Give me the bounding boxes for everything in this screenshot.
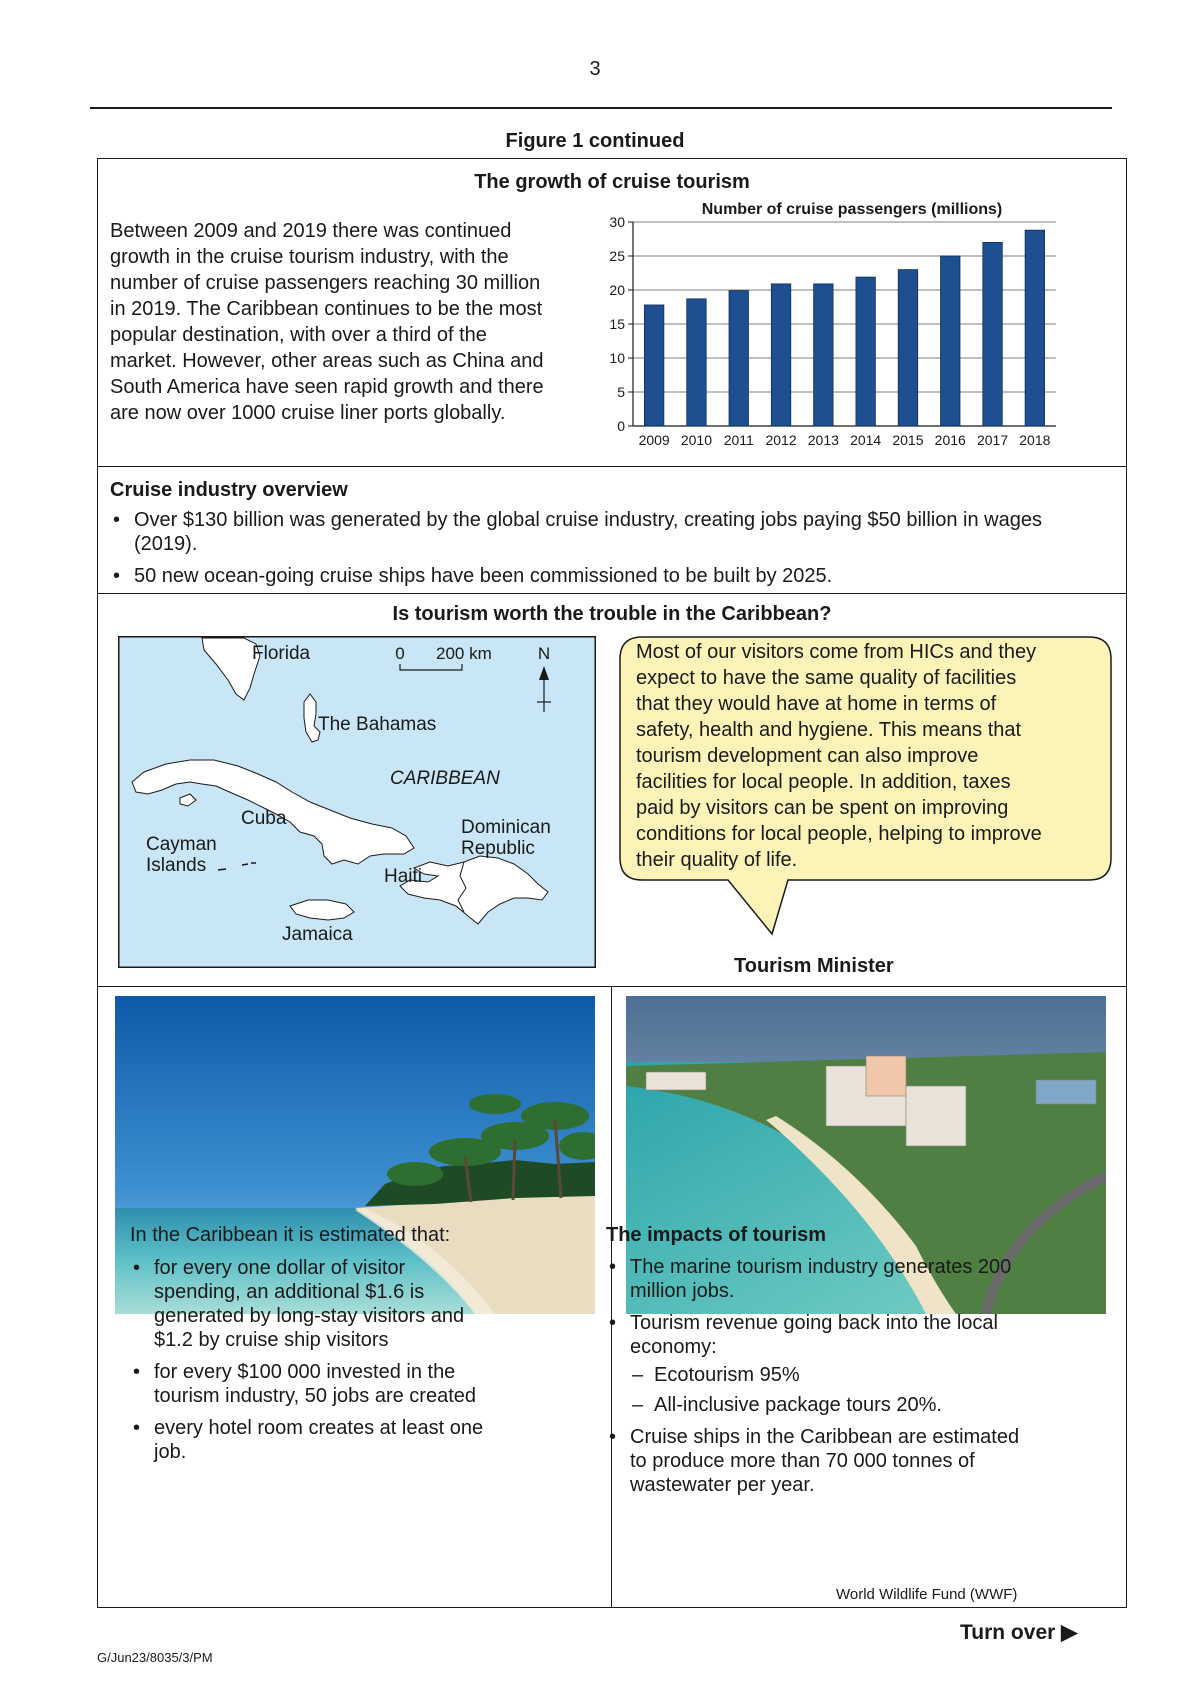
growth-text-line: Between 2009 and 2019 there was continued [110, 220, 512, 242]
speech-text [636, 639, 1106, 873]
chart-x-tick-label: 2016 [934, 432, 966, 448]
growth-text-line: popular destination, with over a third of the [110, 324, 487, 346]
chart-y-tick-label: 15 [609, 316, 625, 332]
chart-x-tick-label: 2014 [850, 432, 882, 448]
north-label: N [537, 644, 551, 663]
impacts-list [606, 1255, 1036, 1505]
impacts-heading: The impacts of tourism [606, 1224, 827, 1246]
speech-line: safety, health and hygiene. This means that [636, 719, 1022, 741]
page-number: 3 [589, 58, 601, 80]
impacts-bullet: • The marine tourism industry generates 200 million jobs. [606, 1255, 1036, 1303]
chart-bar [644, 305, 663, 426]
growth-title: The growth of cruise tourism [474, 171, 750, 193]
chart-x-tick-label: 2011 [723, 432, 754, 448]
chart-x-tick-label: 2018 [1019, 432, 1051, 448]
figure-frame [97, 158, 1127, 1608]
footer-code: G/Jun23/8035/3/PM [97, 1650, 213, 1665]
source-credit: World Wildlife Fund (WWF) [836, 1586, 1018, 1603]
turn-over: Turn over ▶ [960, 1621, 1078, 1644]
growth-text-line: South America have seen rapid growth and there [110, 376, 544, 398]
impacts-sub-list [630, 1363, 1036, 1417]
chart-x-tick-label: 2012 [765, 432, 797, 448]
chart-x-ticks [639, 432, 1051, 448]
speech-line: paid by visitors can be spent on improving [636, 797, 1009, 819]
chart-x-tick-label: 2013 [807, 432, 839, 448]
growth-text-line: market. However, other areas such as China and [110, 350, 544, 372]
speech-line: facilities for local people. In addition, taxes [636, 771, 1011, 793]
label-dominican-1: Dominican [461, 817, 551, 838]
label-cuba: Cuba [241, 808, 287, 829]
chart-bar [771, 284, 790, 426]
chart-bar [983, 242, 1002, 426]
label-haiti: Haiti [384, 866, 423, 887]
label-jamaica: Jamaica [282, 924, 353, 945]
cruise-passengers-chart [598, 199, 1118, 461]
speech-line: expect to have the same quality of facilities [636, 667, 1017, 689]
chart-bar [941, 256, 960, 426]
estimates-bullet: • for every one dollar of visitor spending, an additional $1.6 is generated by long-stay visitors and $1.2 by cruise ship visitors [130, 1256, 490, 1352]
overview-bullet: • 50 new ocean-going cruise ships have been commissioned to be built by 2025. [110, 564, 1100, 588]
estimates-list [130, 1256, 490, 1472]
label-caribbean: CARIBBEAN [390, 768, 500, 789]
label-cayman-2: Islands [146, 855, 207, 876]
chart-bar [687, 299, 706, 426]
label-bahamas: The Bahamas [318, 714, 437, 735]
impacts-bullet [606, 1311, 1036, 1417]
chart-y-tick-label: 5 [617, 384, 625, 400]
divider-growth-overview [98, 466, 1126, 467]
chart-bars [644, 230, 1044, 426]
chart-y-ticks [609, 214, 633, 434]
estimates-bullet: • for every $100 000 invested in the tourism industry, 50 jobs are created [130, 1360, 490, 1408]
label-cayman-1: Cayman [146, 834, 217, 855]
speech-line: conditions for local people, helping to improve [636, 823, 1042, 845]
caribbean-title: Is tourism worth the trouble in the Caribbean? [392, 603, 832, 625]
growth-text-line: number of cruise passengers reaching 30 million [110, 272, 541, 294]
impacts-bullet-text: Tourism revenue going back into the local economy: [630, 1312, 998, 1358]
chart-x-tick-label: 2015 [892, 432, 924, 448]
speech-line: tourism development can also improve [636, 745, 979, 767]
top-rule [90, 107, 1112, 109]
chart-y-tick-label: 30 [609, 214, 625, 230]
figure-title: Figure 1 continued [505, 130, 685, 152]
growth-text-line: in 2019. The Caribbean continues to be the most [110, 298, 543, 320]
chart-bar [898, 270, 917, 426]
chart-x-tick-label: 2010 [680, 432, 713, 448]
speech-attribution: Tourism Minister [734, 955, 894, 977]
chart-bar [1025, 230, 1044, 426]
chart-bar [856, 277, 875, 426]
overview-heading: Cruise industry overview [110, 479, 348, 501]
chart-y-tick-label: 20 [609, 282, 625, 298]
overview-bullet: • Over $130 billion was generated by the global cruise industry, creating jobs paying $50 billion in wages (2019). [110, 508, 1100, 556]
chart-y-tick-label: 0 [617, 418, 625, 434]
speech-line: their quality of life. [636, 849, 798, 871]
estimates-intro: In the Caribbean it is estimated that: [130, 1224, 451, 1246]
speech-line: Most of our visitors come from HICs and they [636, 641, 1037, 663]
label-dominican-2: Republic [461, 838, 535, 859]
estimates-bullet: • every hotel room creates at least one job. [130, 1416, 490, 1464]
caribbean-map [118, 636, 596, 968]
label-florida: Florida [252, 643, 311, 664]
chart-bar [814, 284, 833, 426]
impacts-bullet: • Cruise ships in the Caribbean are estimated to produce more than 70 000 tonnes of wastewater per year. [606, 1425, 1036, 1497]
chart-x-tick-label: 2017 [976, 432, 1009, 448]
chart-y-tick-label: 25 [609, 248, 625, 264]
scale-zero-label: 0 [395, 644, 405, 663]
overview-list [110, 508, 1100, 596]
growth-text [110, 218, 580, 426]
chart-y-tick-label: 10 [609, 350, 625, 366]
growth-text-line: growth in the cruise tourism industry, with the [110, 246, 509, 268]
cayman-landmass [218, 869, 226, 870]
chart-title: Number of cruise passengers (millions) [701, 201, 1003, 218]
chart-x-tick-label: 2009 [638, 432, 670, 448]
scale-km-label: 200 km [436, 644, 492, 663]
divider-caribbean-photos [98, 986, 1126, 987]
chart-bar [729, 291, 748, 426]
impacts-sub-bullet: – All-inclusive package tours 20%. [630, 1393, 1036, 1417]
impacts-sub-bullet: – Ecotourism 95% [630, 1363, 1036, 1387]
growth-text-line: are now over 1000 cruise liner ports globally. [110, 402, 506, 424]
speech-line: that they would have at home in terms of [636, 693, 997, 715]
